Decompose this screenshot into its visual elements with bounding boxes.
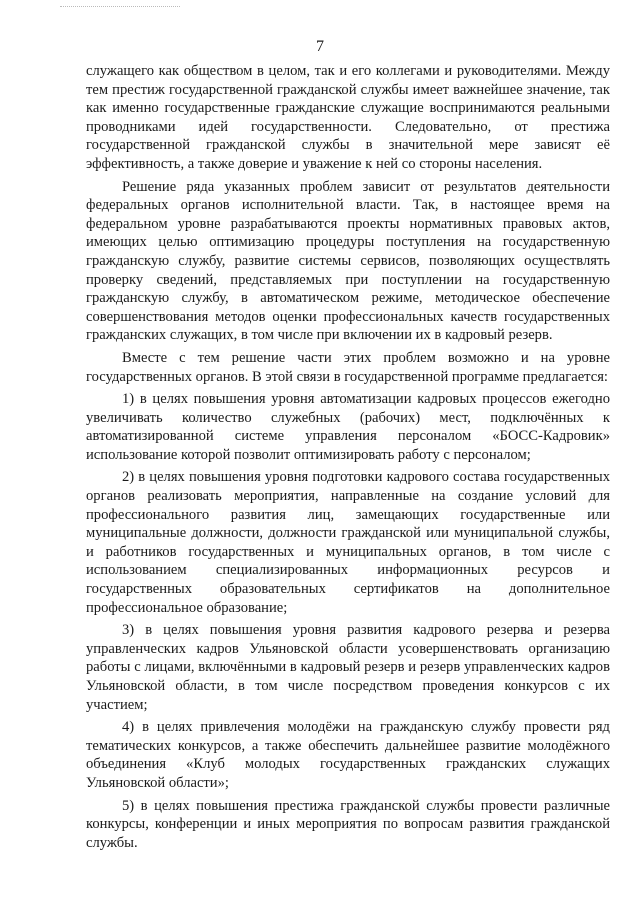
- scan-artifact: [60, 6, 180, 9]
- list-item-1: 1) в целях повышения уровня автоматизации кадровых процессов ежегодно увеличивать количество служебных (рабочих) мест, подключённых к автоматизированной системе управления персоналом «БОСС-Кадровик» использование которой позволит оптимизировать работу с персоналом;: [86, 391, 610, 463]
- paragraph-2: Решение ряда указанных проблем зависит от результатов деятельности федеральных органов исполнительной власти. Так, в настоящее время на федеральном уровне разрабатываются проекты нормативных правовых актов, имеющих целью оптимизацию процедуры поступления на государственную гражданскую службу, развитие системы сервисов, позволяющих осуществлять проверку сведений, представляемых при поступлении на государственную гражданскую службу, в автоматическом режиме, методическое обеспечение совершенствования методов оценки профессиональных качеств государственных гражданских служащих, в том числе при включении их в кадровый резерв.: [86, 178, 610, 344]
- list-item-2: 2) в целях повышения уровня подготовки кадрового состава государственных органов реализовать мероприятия, направленные на создание условий для профессионального развития лиц, замещающих государственные или муниципальные должности, должности гражданской или муниципальной службы, и работников государственных и муниципальных органов, в том числе с использованием специализированных информационных ресурсов и государственных образовательных сертификатов на дополнительное профессиональное образование;: [86, 469, 610, 616]
- list-item-4: 4) в целях привлечения молодёжи на гражданскую службу провести ряд тематических конкурсов, а также обеспечить дальнейшее развитие молодёжного объединения «Клуб молодых государственных гражданских служащих Ульяновской области»;: [86, 719, 610, 791]
- paragraph-1: служащего как обществом в целом, так и его коллегами и руководителями. Между тем престиж государственной гражданской службы имеет важнейшее значение, так как именно государственные гражданские служащие воспринимаются реальными проводниками идей государственности. Следовательно, от престижа государственной гражданской службы в значительной мере зависят её эффективность, а также доверие и уважение к ней со стороны населения.: [86, 63, 610, 172]
- list-item-5: 5) в целях повышения престижа гражданской службы провести различные конкурсы, конференции и иных мероприятия по вопросам развития гражданской службы.: [86, 797, 610, 851]
- page-number: 7: [316, 38, 324, 55]
- list-item-3: 3) в целях повышения уровня развития кадрового резерва и резерва управленческих кадров Ульяновской области усовершенствовать организацию работы с лицами, включёнными в кадровый резерв и резерв управленческих кадров Ульяновской области, в том числе посредством проведения конкурсов с их участием;: [86, 622, 610, 713]
- paragraph-3: Вместе с тем решение части этих проблем возможно и на уровне государственных органов. В этой связи в государственной программе предлагается:: [86, 349, 610, 385]
- document-body: [86, 62, 610, 852]
